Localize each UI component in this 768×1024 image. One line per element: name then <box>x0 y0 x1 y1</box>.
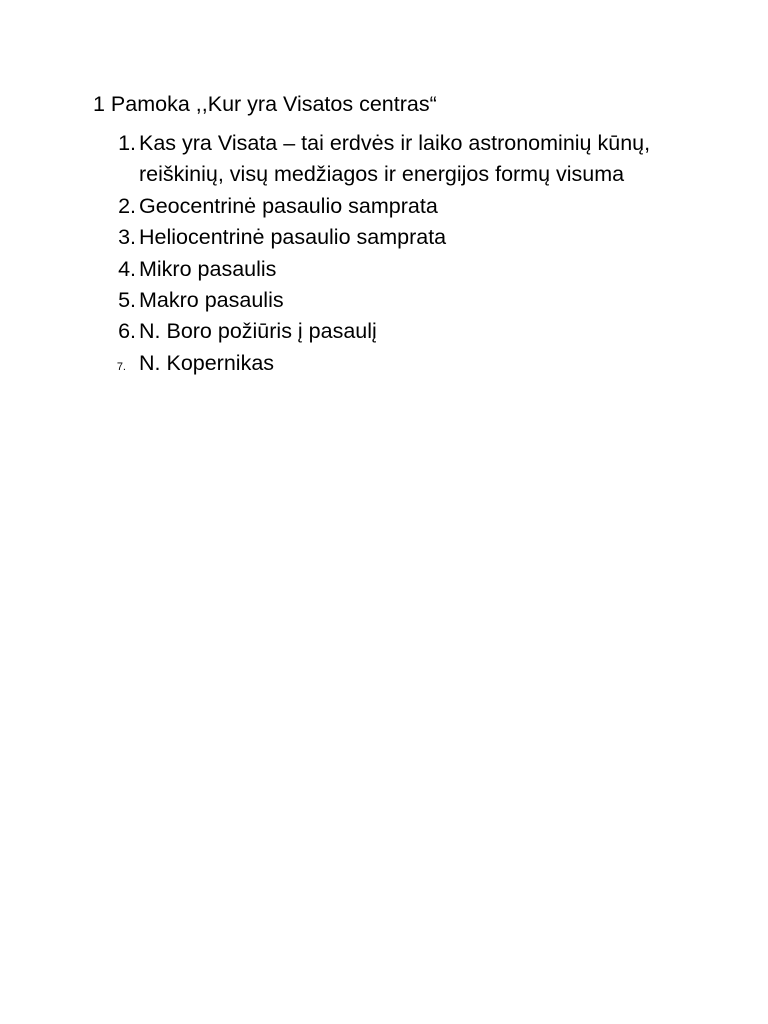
list-item <box>93 348 673 379</box>
list-item <box>93 222 673 253</box>
list-item <box>93 191 673 222</box>
list-item-number: 5. <box>118 288 136 313</box>
list-item-text: Geocentrinė pasaulio samprata <box>139 193 438 218</box>
list-item-text: Makro pasaulis <box>139 288 284 313</box>
list-item-text: Heliocentrinė pasaulio samprata <box>139 225 447 250</box>
list-item <box>93 128 673 191</box>
list-item-text: Kas yra Visata – tai erdvės ir laiko astronominių kūnų, reiškinių, visų medžiagos ir energijos formų visuma <box>139 131 651 187</box>
list-item <box>93 254 673 285</box>
list-item <box>93 285 673 316</box>
list-item-number: 2. <box>118 193 136 218</box>
list-item-number: 6. <box>118 319 136 344</box>
list-item-number: 7. <box>116 360 126 373</box>
list-item-number: 3. <box>118 225 136 250</box>
document-title: 1 Pamoka ,,Kur yra Visatos centras“ <box>93 92 437 116</box>
list-item-number: 4. <box>118 256 136 281</box>
list-item-number: 1. <box>118 131 136 155</box>
list-item <box>93 316 673 347</box>
list-item-text: N. Kopernikas <box>139 350 275 375</box>
topic-list <box>93 128 673 379</box>
list-item-text: Mikro pasaulis <box>139 256 277 281</box>
list-item-text: N. Boro požiūris į pasaulį <box>139 319 377 344</box>
